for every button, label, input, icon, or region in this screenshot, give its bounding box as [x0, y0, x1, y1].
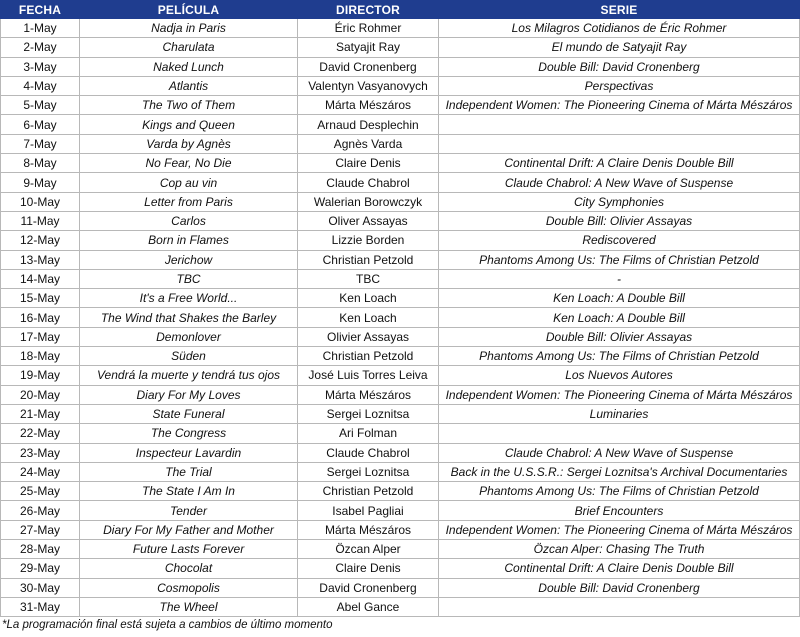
director-cell: TBC — [298, 269, 439, 288]
series-cell: Los Nuevos Autores — [439, 366, 800, 385]
header-fecha: FECHA — [1, 1, 80, 19]
table-row — [1, 289, 800, 308]
film-title-cell: Inspecteur Lavardin — [80, 443, 298, 462]
director-cell: Claude Chabrol — [298, 173, 439, 192]
director-cell: Valentyn Vasyanovych — [298, 76, 439, 95]
film-title-cell: The Wheel — [80, 597, 298, 616]
table-row — [1, 559, 800, 578]
director-cell: Ken Loach — [298, 308, 439, 327]
director-cell: José Luis Torres Leiva — [298, 366, 439, 385]
header-serie: SERIE — [439, 1, 800, 19]
director-cell: Márta Mészáros — [298, 96, 439, 115]
series-cell: Independent Women: The Pioneering Cinema of Márta Mészáros — [439, 520, 800, 539]
table-row — [1, 231, 800, 250]
series-cell: Double Bill: David Cronenberg — [439, 578, 800, 597]
film-title-cell: Nadja in Paris — [80, 19, 298, 38]
date-cell: 15-May — [1, 289, 80, 308]
film-title-cell: Letter from Paris — [80, 192, 298, 211]
director-cell: Ari Folman — [298, 424, 439, 443]
series-cell: Özcan Alper: Chasing The Truth — [439, 540, 800, 559]
table-row — [1, 96, 800, 115]
table-row — [1, 192, 800, 211]
table-row — [1, 482, 800, 501]
director-cell: Satyajit Ray — [298, 38, 439, 57]
director-cell: Walerian Borowczyk — [298, 192, 439, 211]
date-cell: 1-May — [1, 19, 80, 38]
table-row — [1, 578, 800, 597]
date-cell: 17-May — [1, 327, 80, 346]
date-cell: 3-May — [1, 57, 80, 76]
director-cell: Claude Chabrol — [298, 443, 439, 462]
series-cell: Ken Loach: A Double Bill — [439, 289, 800, 308]
director-cell: David Cronenberg — [298, 57, 439, 76]
film-title-cell: Cosmopolis — [80, 578, 298, 597]
table-row — [1, 540, 800, 559]
series-cell: Double Bill: Olivier Assayas — [439, 211, 800, 230]
table-row — [1, 347, 800, 366]
series-cell: Perspectivas — [439, 76, 800, 95]
film-title-cell: Diary For My Father and Mother — [80, 520, 298, 539]
date-cell: 4-May — [1, 76, 80, 95]
series-cell: Double Bill: Olivier Assayas — [439, 327, 800, 346]
date-cell: 12-May — [1, 231, 80, 250]
date-cell: 25-May — [1, 482, 80, 501]
film-title-cell: Born in Flames — [80, 231, 298, 250]
film-title-cell: Demonlover — [80, 327, 298, 346]
header-row — [1, 1, 800, 19]
director-cell: Christian Petzold — [298, 250, 439, 269]
date-cell: 19-May — [1, 366, 80, 385]
film-title-cell: Cop au vin — [80, 173, 298, 192]
series-cell — [439, 424, 800, 443]
film-title-cell: No Fear, No Die — [80, 154, 298, 173]
series-cell: Continental Drift: A Claire Denis Double Bill — [439, 559, 800, 578]
film-title-cell: Diary For My Loves — [80, 385, 298, 404]
table-row — [1, 38, 800, 57]
series-cell: Claude Chabrol: A New Wave of Suspense — [439, 173, 800, 192]
date-cell: 22-May — [1, 424, 80, 443]
series-cell: Phantoms Among Us: The Films of Christian Petzold — [439, 347, 800, 366]
date-cell: 28-May — [1, 540, 80, 559]
series-cell: Independent Women: The Pioneering Cinema of Márta Mészáros — [439, 96, 800, 115]
series-cell: Phantoms Among Us: The Films of Christian Petzold — [439, 482, 800, 501]
film-title-cell: Süden — [80, 347, 298, 366]
director-cell: Christian Petzold — [298, 482, 439, 501]
film-title-cell: Jerichow — [80, 250, 298, 269]
date-cell: 5-May — [1, 96, 80, 115]
date-cell: 31-May — [1, 597, 80, 616]
footnote: *La programación final está sujeta a cambios de último momento — [2, 619, 333, 632]
date-cell: 26-May — [1, 501, 80, 520]
director-cell: Claire Denis — [298, 154, 439, 173]
film-title-cell: Kings and Queen — [80, 115, 298, 134]
film-title-cell: State Funeral — [80, 404, 298, 423]
film-title-cell: Atlantis — [80, 76, 298, 95]
table-row — [1, 597, 800, 616]
film-title-cell: Tender — [80, 501, 298, 520]
director-cell: Abel Gance — [298, 597, 439, 616]
table-row — [1, 115, 800, 134]
film-title-cell: The Trial — [80, 462, 298, 481]
director-cell: Oliver Assayas — [298, 211, 439, 230]
date-cell: 27-May — [1, 520, 80, 539]
table-row — [1, 462, 800, 481]
date-cell: 7-May — [1, 134, 80, 153]
film-title-cell: TBC — [80, 269, 298, 288]
table-row — [1, 134, 800, 153]
film-title-cell: Naked Lunch — [80, 57, 298, 76]
director-cell: Sergei Loznitsa — [298, 462, 439, 481]
series-cell: El mundo de Satyajit Ray — [439, 38, 800, 57]
film-title-cell: Vendrá la muerte y tendrá tus ojos — [80, 366, 298, 385]
film-title-cell: The Congress — [80, 424, 298, 443]
film-title-cell: The Two of Them — [80, 96, 298, 115]
film-title-cell: Chocolat — [80, 559, 298, 578]
series-cell: Back in the U.S.S.R.: Sergei Loznitsa's Archival Documentaries — [439, 462, 800, 481]
series-cell: Rediscovered — [439, 231, 800, 250]
date-cell: 2-May — [1, 38, 80, 57]
date-cell: 16-May — [1, 308, 80, 327]
film-title-cell: It's a Free World... — [80, 289, 298, 308]
director-cell: Olivier Assayas — [298, 327, 439, 346]
date-cell: 20-May — [1, 385, 80, 404]
series-cell: Los Milagros Cotidianos de Éric Rohmer — [439, 19, 800, 38]
date-cell: 11-May — [1, 211, 80, 230]
date-cell: 8-May — [1, 154, 80, 173]
date-cell: 6-May — [1, 115, 80, 134]
film-title-cell: The Wind that Shakes the Barley — [80, 308, 298, 327]
table-row — [1, 250, 800, 269]
film-title-cell: Carlos — [80, 211, 298, 230]
table-row — [1, 366, 800, 385]
director-cell: Lizzie Borden — [298, 231, 439, 250]
date-cell: 13-May — [1, 250, 80, 269]
director-cell: Arnaud Desplechin — [298, 115, 439, 134]
table-row — [1, 520, 800, 539]
series-cell — [439, 115, 800, 134]
date-cell: 9-May — [1, 173, 80, 192]
table-header — [1, 1, 800, 19]
header-pelicula: PELÍCULA — [80, 1, 298, 19]
table-row — [1, 443, 800, 462]
table-row — [1, 404, 800, 423]
date-cell: 10-May — [1, 192, 80, 211]
series-cell: City Symphonies — [439, 192, 800, 211]
header-director: DIRECTOR — [298, 1, 439, 19]
director-cell: Ken Loach — [298, 289, 439, 308]
date-cell: 14-May — [1, 269, 80, 288]
series-cell: Brief Encounters — [439, 501, 800, 520]
date-cell: 24-May — [1, 462, 80, 481]
table-row — [1, 385, 800, 404]
director-cell: Márta Mészáros — [298, 385, 439, 404]
table-row — [1, 211, 800, 230]
director-cell: Claire Denis — [298, 559, 439, 578]
table-row — [1, 269, 800, 288]
table-row — [1, 173, 800, 192]
table-row — [1, 19, 800, 38]
table-body — [1, 19, 800, 617]
table-row — [1, 327, 800, 346]
table-row — [1, 76, 800, 95]
date-cell: 30-May — [1, 578, 80, 597]
table-row — [1, 57, 800, 76]
film-title-cell: Charulata — [80, 38, 298, 57]
film-title-cell: Varda by Agnès — [80, 134, 298, 153]
table-row — [1, 424, 800, 443]
date-cell: 29-May — [1, 559, 80, 578]
series-cell: Phantoms Among Us: The Films of Christian Petzold — [439, 250, 800, 269]
date-cell: 23-May — [1, 443, 80, 462]
series-cell: Independent Women: The Pioneering Cinema of Márta Mészáros — [439, 385, 800, 404]
series-cell: Continental Drift: A Claire Denis Double Bill — [439, 154, 800, 173]
series-cell: - — [439, 269, 800, 288]
date-cell: 21-May — [1, 404, 80, 423]
date-cell: 18-May — [1, 347, 80, 366]
series-cell: Claude Chabrol: A New Wave of Suspense — [439, 443, 800, 462]
table-row — [1, 308, 800, 327]
series-cell — [439, 597, 800, 616]
table-row — [1, 501, 800, 520]
director-cell: Özcan Alper — [298, 540, 439, 559]
series-cell — [439, 134, 800, 153]
director-cell: Márta Mészáros — [298, 520, 439, 539]
series-cell: Luminaries — [439, 404, 800, 423]
director-cell: Sergei Loznitsa — [298, 404, 439, 423]
director-cell: David Cronenberg — [298, 578, 439, 597]
film-title-cell: The State I Am In — [80, 482, 298, 501]
director-cell: Christian Petzold — [298, 347, 439, 366]
director-cell: Isabel Pagliai — [298, 501, 439, 520]
table-row — [1, 154, 800, 173]
director-cell: Agnès Varda — [298, 134, 439, 153]
series-cell: Double Bill: David Cronenberg — [439, 57, 800, 76]
director-cell: Éric Rohmer — [298, 19, 439, 38]
film-title-cell: Future Lasts Forever — [80, 540, 298, 559]
series-cell: Ken Loach: A Double Bill — [439, 308, 800, 327]
